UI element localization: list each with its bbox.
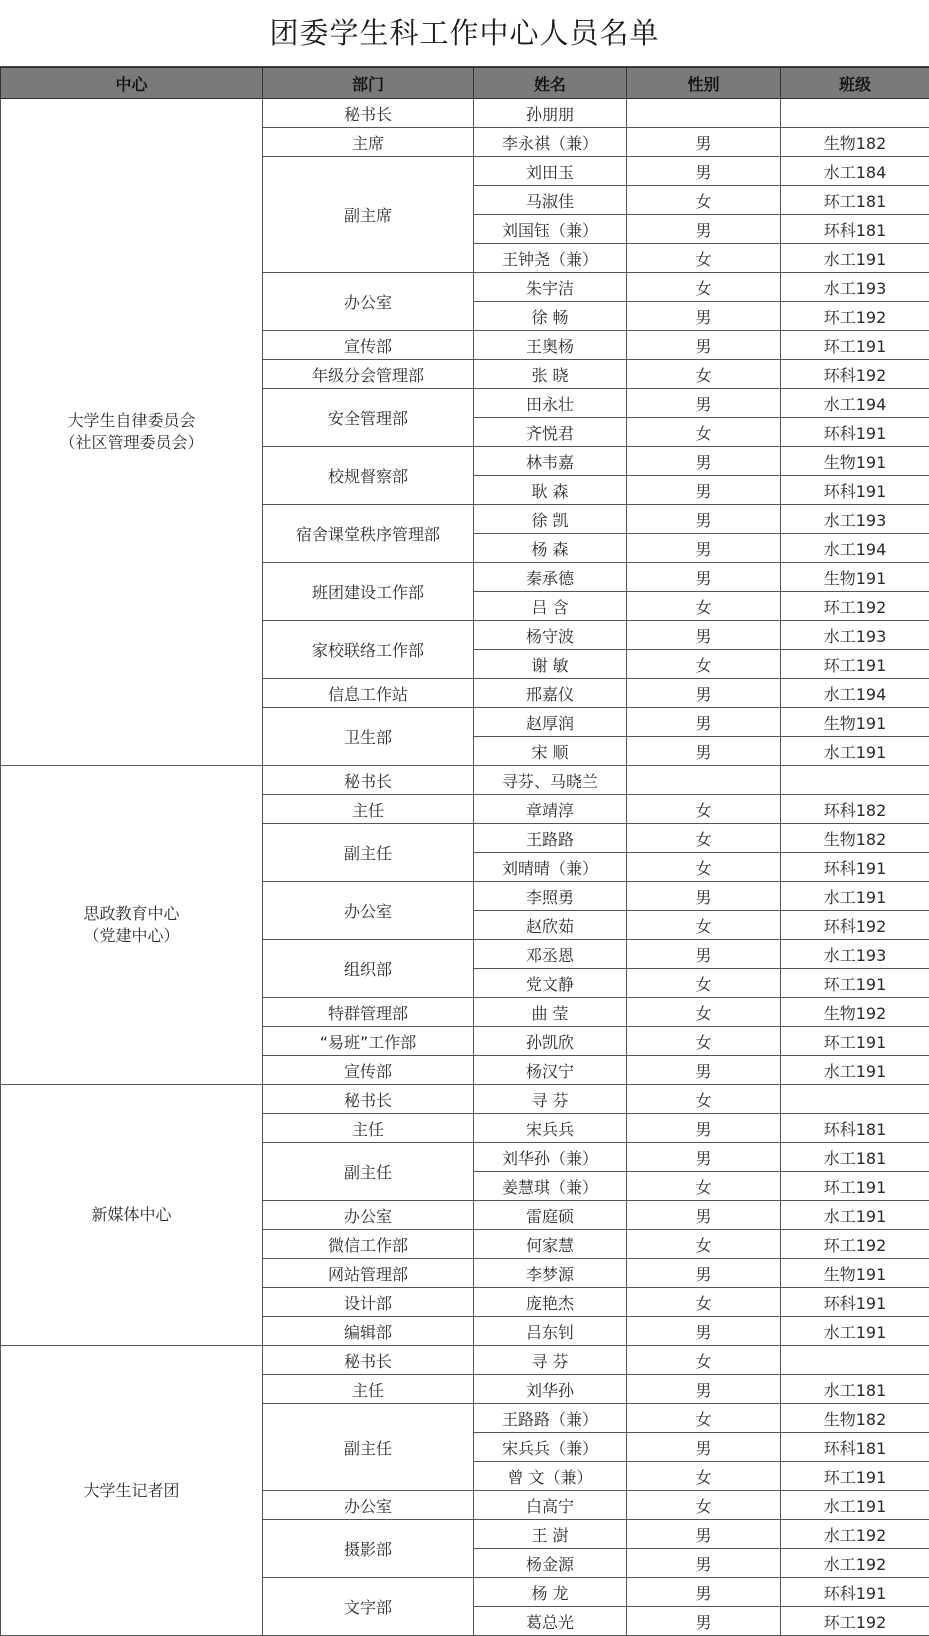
department-cell: 主任 (263, 1375, 474, 1404)
table-header (1, 68, 929, 99)
department-cell: 年级分会管理部 (263, 360, 474, 389)
member-gender-cell: 女 (627, 1491, 781, 1520)
member-name-cell: 刘华孙 (474, 1375, 627, 1404)
member-gender-cell: 女 (627, 273, 781, 302)
department-cell: 设计部 (263, 1288, 474, 1317)
member-class-cell (781, 99, 929, 128)
member-name-cell: 党文静 (474, 969, 627, 998)
member-gender-cell: 男 (627, 215, 781, 244)
column-header-gender: 性别 (627, 68, 781, 99)
department-cell: 主席 (263, 128, 474, 157)
member-gender-cell: 男 (627, 1375, 781, 1404)
member-gender-cell: 男 (627, 1578, 781, 1607)
member-class-cell: 水工181 (781, 1375, 929, 1404)
member-gender-cell (627, 766, 781, 795)
member-class-cell (781, 1085, 929, 1114)
member-class-cell: 环科181 (781, 215, 929, 244)
member-class-cell: 环科191 (781, 476, 929, 505)
member-gender-cell: 女 (627, 1288, 781, 1317)
member-class-cell: 水工192 (781, 1549, 929, 1578)
member-gender-cell: 男 (627, 1433, 781, 1462)
member-class-cell: 水工181 (781, 1143, 929, 1172)
member-name-cell: 宋兵兵 (474, 1114, 627, 1143)
member-class-cell: 环科192 (781, 360, 929, 389)
header-row (1, 68, 929, 99)
member-name-cell: 刘田玉 (474, 157, 627, 186)
table-row (1, 1346, 929, 1375)
member-name-cell: 章靖淳 (474, 795, 627, 824)
department-cell: 宣传部 (263, 1056, 474, 1085)
department-cell: 办公室 (263, 273, 474, 331)
member-class-cell: 环科182 (781, 795, 929, 824)
center-subtitle: （社区管理委员会） (1, 432, 262, 454)
department-cell: 家校联络工作部 (263, 621, 474, 679)
member-class-cell: 环工192 (781, 1230, 929, 1259)
member-class-cell: 环科181 (781, 1433, 929, 1462)
member-gender-cell: 男 (627, 1114, 781, 1143)
member-class-cell: 环工192 (781, 1607, 929, 1636)
member-class-cell: 水工191 (781, 244, 929, 273)
member-name-cell: 王路路 (474, 824, 627, 853)
member-name-cell: 赵欣茹 (474, 911, 627, 940)
member-name-cell: 何家慧 (474, 1230, 627, 1259)
member-name-cell: 田永壮 (474, 389, 627, 418)
member-class-cell: 水工194 (781, 679, 929, 708)
member-gender-cell: 女 (627, 1085, 781, 1114)
member-name-cell: 寻 芬 (474, 1346, 627, 1375)
member-name-cell: 谢 敏 (474, 650, 627, 679)
member-class-cell: 水工193 (781, 940, 929, 969)
department-cell: 办公室 (263, 1201, 474, 1230)
member-gender-cell: 女 (627, 592, 781, 621)
member-gender-cell: 女 (627, 1027, 781, 1056)
member-name-cell: 李照勇 (474, 882, 627, 911)
department-cell: 特群管理部 (263, 998, 474, 1027)
member-name-cell: 宋 顺 (474, 737, 627, 766)
member-name-cell: 赵厚润 (474, 708, 627, 737)
department-cell: 班团建设工作部 (263, 563, 474, 621)
member-gender-cell: 女 (627, 795, 781, 824)
member-gender-cell: 男 (627, 1143, 781, 1172)
column-header-department: 部门 (263, 68, 474, 99)
member-class-cell: 生物191 (781, 447, 929, 476)
member-gender-cell: 女 (627, 650, 781, 679)
member-name-cell: 秦承德 (474, 563, 627, 592)
department-cell: 编辑部 (263, 1317, 474, 1346)
member-gender-cell: 男 (627, 940, 781, 969)
member-gender-cell: 女 (627, 244, 781, 273)
member-class-cell: 环工191 (781, 969, 929, 998)
member-gender-cell: 男 (627, 331, 781, 360)
member-gender-cell: 女 (627, 853, 781, 882)
department-cell: 宿舍课堂秩序管理部 (263, 505, 474, 563)
member-gender-cell: 女 (627, 1404, 781, 1433)
member-class-cell: 水工191 (781, 1056, 929, 1085)
member-name-cell: 杨 森 (474, 534, 627, 563)
member-name-cell: 吕 含 (474, 592, 627, 621)
member-class-cell: 生物182 (781, 1404, 929, 1433)
center-cell (1, 766, 263, 1085)
member-name-cell: 杨守波 (474, 621, 627, 650)
member-name-cell: 孙凯欣 (474, 1027, 627, 1056)
member-class-cell: 环工191 (781, 1462, 929, 1491)
member-name-cell: 王 澍 (474, 1520, 627, 1549)
member-class-cell: 环工191 (781, 650, 929, 679)
member-gender-cell: 男 (627, 621, 781, 650)
member-class-cell: 生物192 (781, 998, 929, 1027)
member-name-cell: 寻 芬 (474, 1085, 627, 1114)
member-class-cell (781, 766, 929, 795)
member-name-cell: 邓丞恩 (474, 940, 627, 969)
member-gender-cell: 女 (627, 186, 781, 215)
member-name-cell: 白高宁 (474, 1491, 627, 1520)
member-name-cell: 曲 莹 (474, 998, 627, 1027)
member-class-cell: 水工192 (781, 1520, 929, 1549)
member-gender-cell: 男 (627, 1549, 781, 1578)
department-cell: 办公室 (263, 882, 474, 940)
member-class-cell: 水工191 (781, 737, 929, 766)
table-row (1, 766, 929, 795)
member-name-cell: 徐 凯 (474, 505, 627, 534)
member-name-cell: 邢嘉仪 (474, 679, 627, 708)
department-cell: 卫生部 (263, 708, 474, 766)
department-cell: 秘书长 (263, 766, 474, 795)
member-name-cell: 杨汉宁 (474, 1056, 627, 1085)
member-class-cell: 水工184 (781, 157, 929, 186)
department-cell: 秘书长 (263, 1085, 474, 1114)
member-class-cell: 环工191 (781, 1027, 929, 1056)
department-cell: 秘书长 (263, 1346, 474, 1375)
member-name-cell: 王路路（兼） (474, 1404, 627, 1433)
member-gender-cell: 男 (627, 157, 781, 186)
member-class-cell: 环工192 (781, 302, 929, 331)
member-class-cell: 环工181 (781, 186, 929, 215)
roster-table (0, 67, 929, 1636)
member-name-cell: 朱宇洁 (474, 273, 627, 302)
member-gender-cell: 女 (627, 360, 781, 389)
member-class-cell (781, 1346, 929, 1375)
member-name-cell: 徐 畅 (474, 302, 627, 331)
department-cell: 秘书长 (263, 99, 474, 128)
member-name-cell: 杨 龙 (474, 1578, 627, 1607)
center-subtitle: （党建中心） (1, 925, 262, 947)
member-class-cell: 水工194 (781, 534, 929, 563)
member-class-cell: 环科192 (781, 911, 929, 940)
department-cell: 主任 (263, 795, 474, 824)
member-class-cell: 环科191 (781, 1288, 929, 1317)
member-class-cell: 水工191 (781, 1491, 929, 1520)
table-body (1, 99, 929, 1636)
member-name-cell: 葛总光 (474, 1607, 627, 1636)
member-gender-cell: 男 (627, 1201, 781, 1230)
department-cell: 宣传部 (263, 331, 474, 360)
center-name: 大学生自律委员会 (1, 410, 262, 432)
department-cell: 安全管理部 (263, 389, 474, 447)
member-gender-cell: 女 (627, 1346, 781, 1375)
department-cell: 副主席 (263, 157, 474, 273)
center-cell (1, 1346, 263, 1636)
column-header-center: 中心 (1, 68, 263, 99)
column-header-class: 班级 (781, 68, 929, 99)
member-name-cell: 刘华孙（兼） (474, 1143, 627, 1172)
department-cell: 组织部 (263, 940, 474, 998)
member-class-cell: 水工193 (781, 273, 929, 302)
member-name-cell: 李梦源 (474, 1259, 627, 1288)
member-class-cell: 水工194 (781, 389, 929, 418)
member-class-cell: 环科191 (781, 853, 929, 882)
member-name-cell: 王钟尧（兼） (474, 244, 627, 273)
member-name-cell: 林韦嘉 (474, 447, 627, 476)
member-name-cell: 齐悦君 (474, 418, 627, 447)
member-gender-cell: 男 (627, 128, 781, 157)
member-gender-cell: 男 (627, 882, 781, 911)
member-gender-cell: 女 (627, 911, 781, 940)
member-name-cell: 刘国钰（兼） (474, 215, 627, 244)
member-gender-cell: 男 (627, 1520, 781, 1549)
department-cell: 主任 (263, 1114, 474, 1143)
member-gender-cell: 女 (627, 824, 781, 853)
member-class-cell: 生物191 (781, 708, 929, 737)
member-name-cell: 雷庭硕 (474, 1201, 627, 1230)
member-gender-cell: 男 (627, 476, 781, 505)
member-name-cell: 杨金源 (474, 1549, 627, 1578)
member-gender-cell: 男 (627, 1317, 781, 1346)
member-gender-cell: 男 (627, 534, 781, 563)
member-class-cell: 水工191 (781, 1317, 929, 1346)
department-cell: 校规督察部 (263, 447, 474, 505)
member-gender-cell: 男 (627, 563, 781, 592)
center-name: 大学生记者团 (1, 1480, 262, 1502)
member-class-cell: 水工193 (781, 505, 929, 534)
member-class-cell: 生物182 (781, 128, 929, 157)
member-class-cell: 环科181 (781, 1114, 929, 1143)
department-cell: 摄影部 (263, 1520, 474, 1578)
member-name-cell: 孙朋朋 (474, 99, 627, 128)
member-gender-cell: 女 (627, 1172, 781, 1201)
member-name-cell: 刘晴晴（兼） (474, 853, 627, 882)
center-cell (1, 1085, 263, 1346)
member-gender-cell: 女 (627, 1462, 781, 1491)
member-gender-cell: 男 (627, 447, 781, 476)
table-row (1, 99, 929, 128)
member-gender-cell: 女 (627, 418, 781, 447)
member-name-cell: 张 晓 (474, 360, 627, 389)
member-class-cell: 水工191 (781, 882, 929, 911)
member-name-cell: 庞艳杰 (474, 1288, 627, 1317)
member-name-cell: 姜慧琪（兼） (474, 1172, 627, 1201)
member-name-cell: 王奥杨 (474, 331, 627, 360)
member-gender-cell: 男 (627, 1056, 781, 1085)
member-class-cell: 环科191 (781, 1578, 929, 1607)
member-name-cell: 曾 文（兼） (474, 1462, 627, 1491)
center-name: 新媒体中心 (1, 1204, 262, 1226)
member-class-cell: 水工191 (781, 1201, 929, 1230)
department-cell: 副主任 (263, 1143, 474, 1201)
department-cell: 副主任 (263, 1404, 474, 1491)
member-name-cell: 吕东钊 (474, 1317, 627, 1346)
member-class-cell: 环工192 (781, 592, 929, 621)
department-cell: 网站管理部 (263, 1259, 474, 1288)
member-gender-cell: 男 (627, 708, 781, 737)
member-gender-cell: 男 (627, 679, 781, 708)
member-gender-cell: 男 (627, 389, 781, 418)
department-cell: 信息工作站 (263, 679, 474, 708)
member-gender-cell: 男 (627, 1607, 781, 1636)
member-class-cell: 环工191 (781, 1172, 929, 1201)
member-class-cell: 环科191 (781, 418, 929, 447)
member-gender-cell: 男 (627, 1259, 781, 1288)
member-name-cell: 李永祺（兼） (474, 128, 627, 157)
member-gender-cell: 男 (627, 505, 781, 534)
member-class-cell: 生物182 (781, 824, 929, 853)
table-row (1, 1085, 929, 1114)
center-cell (1, 99, 263, 766)
member-gender-cell: 男 (627, 302, 781, 331)
member-gender-cell (627, 99, 781, 128)
member-class-cell: 生物191 (781, 1259, 929, 1288)
department-cell: 办公室 (263, 1491, 474, 1520)
member-class-cell: 环工191 (781, 331, 929, 360)
member-name-cell: 马淑佳 (474, 186, 627, 215)
member-class-cell: 水工193 (781, 621, 929, 650)
department-cell: 文字部 (263, 1578, 474, 1636)
center-name: 思政教育中心 (1, 903, 262, 925)
member-gender-cell: 女 (627, 1230, 781, 1259)
member-class-cell: 生物191 (781, 563, 929, 592)
member-name-cell: 宋兵兵（兼） (474, 1433, 627, 1462)
page-title: 团委学生科工作中心人员名单 (0, 0, 929, 67)
column-header-name: 姓名 (474, 68, 627, 99)
member-name-cell: 耿 森 (474, 476, 627, 505)
department-cell: 微信工作部 (263, 1230, 474, 1259)
member-gender-cell: 男 (627, 737, 781, 766)
department-cell: 副主任 (263, 824, 474, 882)
department-cell: “易班”工作部 (263, 1027, 474, 1056)
member-gender-cell: 女 (627, 998, 781, 1027)
member-name-cell: 寻芬、马晓兰 (474, 766, 627, 795)
member-gender-cell: 女 (627, 969, 781, 998)
